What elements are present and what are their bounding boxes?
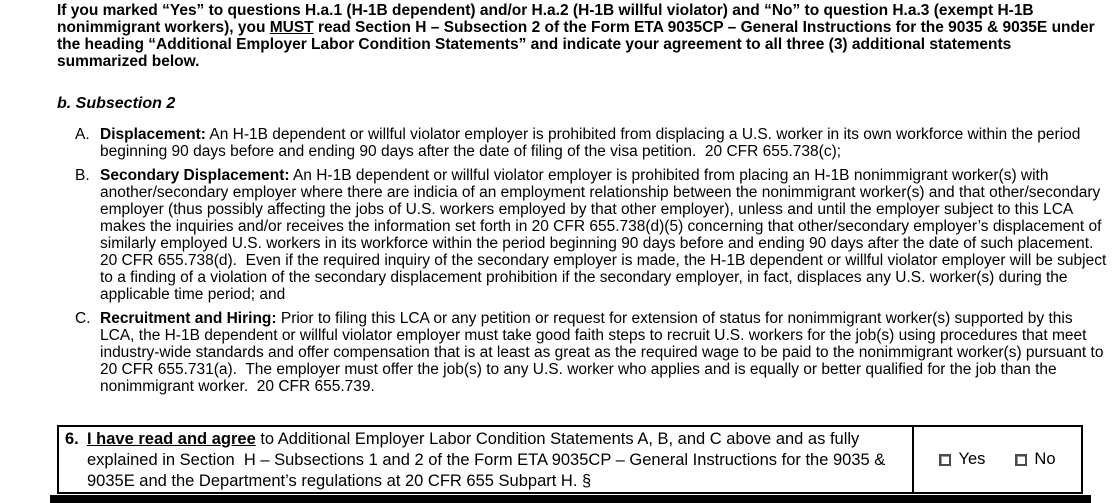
question-6-lead: I have read and agree — [87, 430, 256, 448]
statement-b-body — [100, 167, 1111, 303]
statement-b-lead: Secondary Displacement: — [100, 167, 290, 184]
statement-a-marker: A. — [75, 126, 90, 143]
section-divider-bar — [50, 495, 1091, 503]
intro-text-after-must: read Section H – Subsection 2 of the Form ETA 9035CP – General Instructions for the 9035 & 9035E under the heading “Additional Employer Labor Condition Statements” and indicate your agreement to all three (3) additional statements summarized below. — [57, 19, 1099, 70]
question-6-text-cell — [59, 427, 912, 492]
question-6-number: 6. — [65, 430, 79, 448]
statement-c-marker: C. — [75, 310, 91, 327]
statement-b-secondary-displacement — [75, 167, 1111, 303]
statement-list — [75, 126, 1111, 402]
statement-c-body — [100, 310, 1108, 395]
statement-a-displacement — [75, 126, 1108, 160]
intro-paragraph — [57, 2, 1104, 70]
question-6-row — [57, 425, 1083, 494]
statement-c-lead: Recruitment and Hiring: — [100, 310, 277, 327]
statement-b-marker: B. — [75, 167, 90, 184]
statement-b-text: An H-1B dependent or willful violator employer is prohibited from placing an H-1B nonimmigrant worker(s) with another/secondary employer where there are indicia of an employment relationship between the nonimmigrant worker(s) and that other/secondary employer (thus possibly affecting the jobs of U.S. workers employed by that other employer), unless and until the employer subject to this LCA makes the inquiries and/or receives the information set forth in 20 CFR 655.738(d)(5) concerning that other/secondary employer’s displacement of similarly employed U.S. workers in its workforce within the period beginning 90 days before and ending 90 days after the date of such placement. 20 CFR 655.738(d). Even if the required inquiry of the secondary employer is made, the H-1B dependent or willful violator employer will be subject to a finding of a violation of the secondary displacement prohibition if the secondary employer, in fact, displaces any U.S. worker(s) during the applicable time period; and — [100, 167, 1111, 303]
no-checkbox[interactable] — [1015, 454, 1027, 466]
question-6-text: to Additional Employer Labor Condition Statements A, B, and C above and as fully explained in Section H – Subsections 1 and 2 of the Form ETA 9035CP – General Instructions for the 9035 & 9035E and the Department’s regulations at 20 CFR 655 Subpart H. § — [87, 430, 890, 490]
yes-checkbox[interactable] — [939, 454, 951, 466]
statement-a-lead: Displacement: — [100, 126, 206, 143]
statement-a-text: An H-1B dependent or willful violator employer is prohibited from displacing a U.S. worker in its own workforce within the period beginning 90 days before and ending 90 days after the date of filing of the visa petition. 20 CFR 655.738(c); — [100, 126, 1085, 160]
statement-a-body — [100, 126, 1108, 160]
yes-label[interactable]: Yes — [958, 450, 986, 468]
statement-c-text: Prior to filing this LCA or any petition or request for extension of status for nonimmigrant worker(s) supported by this LCA, the H-1B dependent or willful violator employer must take good faith steps to recruit U.S. workers for the job(s) using procedures that meet industry-wide standards and offer compensation that is at least as great as the required wage to be paid to the nonimmigrant worker(s) pursuant to 20 CFR 655.731(a). The employer must offer the job(s) to any U.S. worker who applies and is equally or better qualified for the job than the nonimmigrant worker. 20 CFR 655.739. — [100, 310, 1108, 395]
intro-text-before-must: If you marked “Yes” to questions H.a.1 (H-1B dependent) and/or H.a.2 (H-1B willful violator) and “No” to question H.a.3 (exempt H-1B nonimmigrant workers), you — [57, 2, 1038, 36]
question-6-answer-cell — [912, 427, 1081, 492]
no-option[interactable] — [1015, 450, 1055, 469]
no-label[interactable]: No — [1034, 450, 1056, 468]
must-emphasis: MUST — [269, 19, 314, 36]
yes-option[interactable] — [939, 450, 985, 469]
question-6-statement — [87, 429, 906, 492]
subsection-2-heading: b. Subsection 2 — [57, 95, 176, 112]
statement-c-recruitment-hiring — [75, 310, 1108, 395]
